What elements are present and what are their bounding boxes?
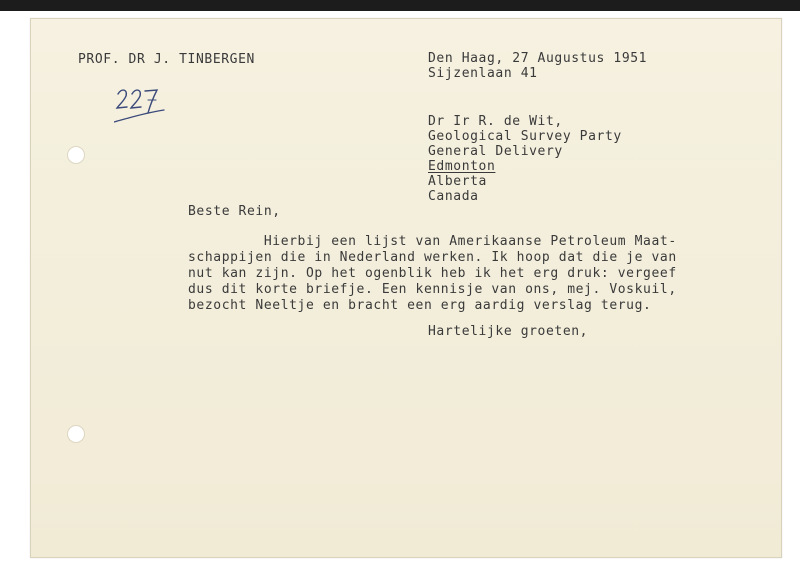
scanner-edge <box>0 0 800 11</box>
body-line: Hierbij een lijst van Amerikaanse Petroleum Maat- <box>188 234 677 249</box>
recipient-name: Dr Ir R. de Wit, <box>428 114 563 129</box>
recipient-country: Canada <box>428 189 479 204</box>
recipient-delivery: General Delivery <box>428 144 563 159</box>
recipient-organization: Geological Survey Party <box>428 129 622 144</box>
sender-name: PROF. DR J. TINBERGEN <box>78 52 255 67</box>
date-and-address <box>428 51 647 81</box>
body-line: dus dit korte briefje. Een kennisje van ons, mej. Voskuil, <box>188 282 677 297</box>
handwritten-number-mark <box>114 86 174 126</box>
recipient-province: Alberta <box>428 174 487 189</box>
body-line: schappijen die in Nederland werken. Ik hoop dat die je van <box>188 250 677 265</box>
punch-hole <box>67 425 85 443</box>
salutation: Beste Rein, <box>188 204 281 219</box>
punch-hole <box>67 146 85 164</box>
recipient-city: Edmonton <box>428 159 496 174</box>
recipient-block <box>428 114 622 204</box>
body-line: nut kan zijn. Op het ogenblik heb ik het erg druk: vergeef <box>188 266 677 281</box>
body-line: bezocht Neeltje en bracht een erg aardig verslag terug. <box>188 298 652 313</box>
letter-body <box>188 234 677 314</box>
closing: Hartelijke groeten, <box>428 324 589 339</box>
date-line: Den Haag, 27 Augustus 1951 <box>428 51 648 66</box>
handwritten-archive-number <box>114 86 174 126</box>
sender-address: Sijzenlaan 41 <box>428 66 538 81</box>
